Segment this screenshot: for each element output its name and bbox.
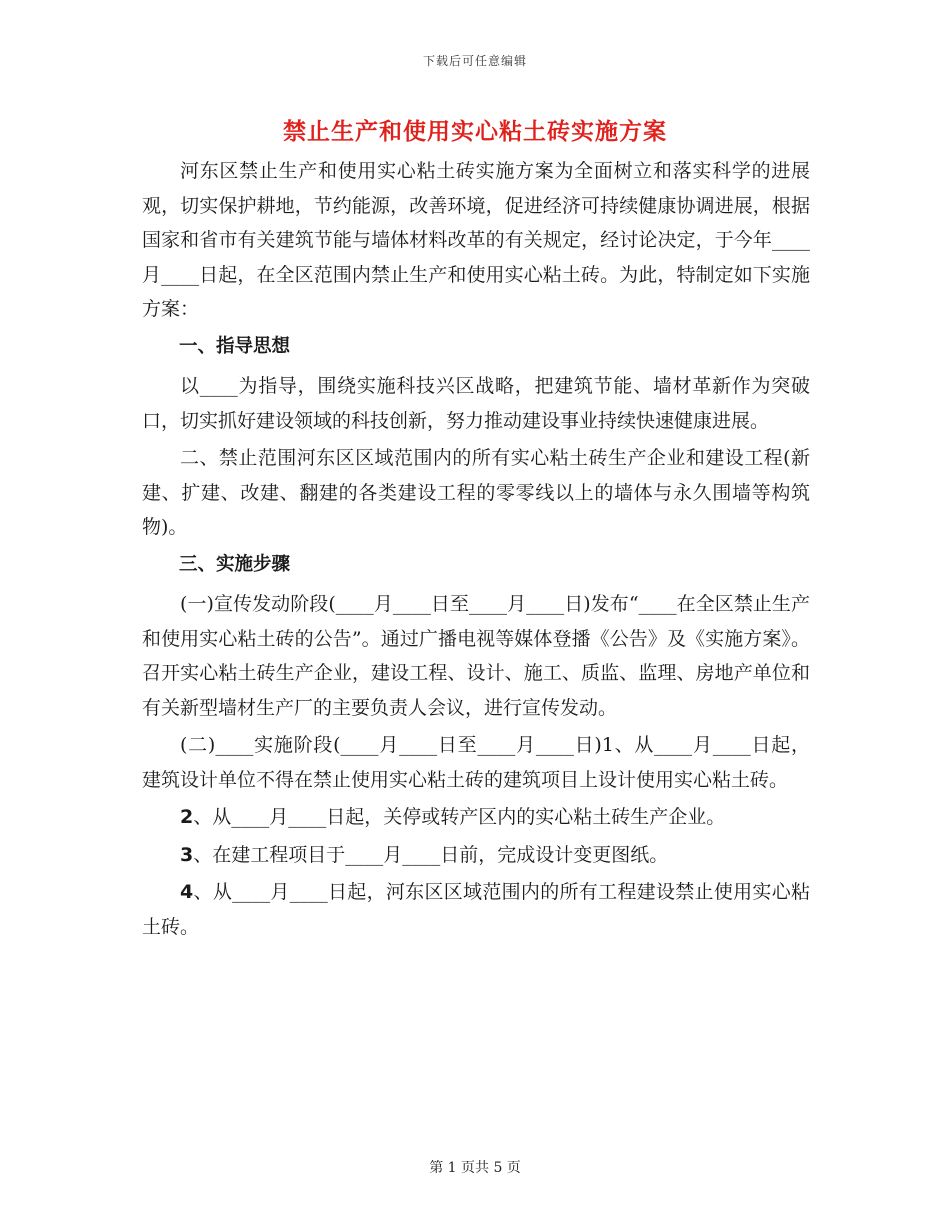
list-item: [142, 875, 810, 944]
intro-paragraph: 河东区禁止生产和使用实心粘土砖实施方案为全面树立和落实科学的进展观，切实保护耕地，节约能源，改善环境，促进经济可持续健康协调进展，根据国家和省市有关建筑节能与墙体材料改革的有关规定，经讨论决定，于今年____月____日起，在全区范围内禁止生产和使用实心粘土砖。为此，特制定如下实施方案：: [142, 160, 810, 320]
item-text: 、从____月____日起，关停或转产区内的实心粘土砖生产企业。: [193, 806, 726, 828]
header-note: 下载后可任意编辑: [422, 54, 527, 68]
page-footer: 第 1 页共 5 页: [429, 1160, 521, 1176]
document-title: 禁止生产和使用实心粘土砖实施方案: [283, 119, 667, 145]
item-number: 2: [180, 806, 194, 828]
list-item: [142, 800, 810, 835]
list-item: [142, 838, 810, 873]
item-number: 4: [180, 881, 194, 903]
document-body: [142, 154, 810, 947]
section1-paragraph: 以____为指导，围绕实施科技兴区战略，把建筑节能、墙材革新作为突破口，切实抓好建设领域的科技创新，努力推动建设事业持续快速健康进展。: [142, 375, 810, 432]
item-text: 、在建工程项目于____月____日前，完成设计变更图纸。: [193, 843, 669, 866]
section1-heading: 一、指导思想: [179, 335, 291, 357]
item-text: 、从____月____日起，河东区区域范围内的所有工程建设禁止使用实心粘土砖。: [142, 881, 810, 938]
step2-paragraph: (二)____实施阶段(____月____日至____月____日)1、从____月____日起，建筑设计单位不得在禁止使用实心粘土砖的建筑项目上设计使用实心粘土砖。: [142, 734, 810, 791]
section3-heading: 三、实施步骤: [179, 553, 291, 575]
step1-paragraph: (一)宣传发动阶段(____月____日至____月____日)发布“____在全区禁止生产和使用实心粘土砖的公告”。通过广播电视等媒体登播《公告》及《实施方案》。召开实心粘土砖生产企业，建设工程、设计、施工、质监、监理、房地产单位和有关新型墙材生产厂的主要负责人会议，进行宣传发动。: [142, 593, 810, 719]
item-number: 3: [180, 843, 194, 866]
section2-paragraph: 二、禁止范围河东区区域范围内的所有实心粘土砖生产企业和建设工程(新建、扩建、改建、翻建的各类建设工程的零零线以上的墙体与永久围墙等构筑物)。: [142, 447, 810, 538]
